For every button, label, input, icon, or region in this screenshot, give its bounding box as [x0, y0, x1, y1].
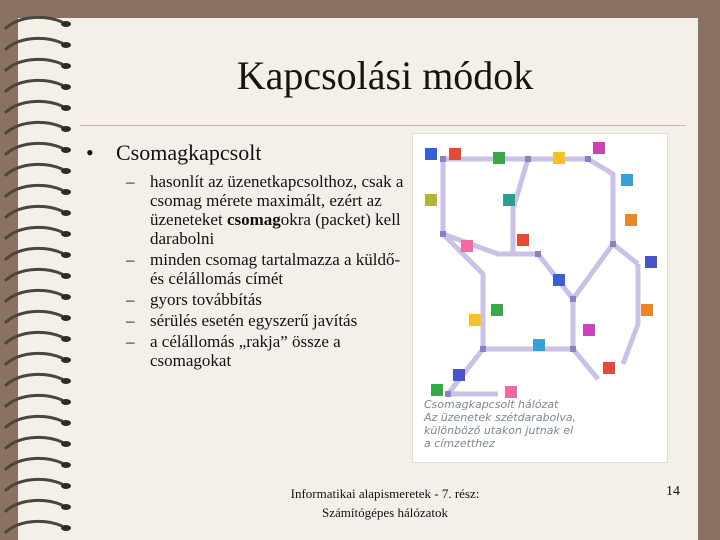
sub-bullet-1 [86, 172, 406, 248]
bullet-list [86, 140, 406, 372]
binding-ring [6, 206, 62, 217]
binding-hole [61, 378, 71, 384]
binding-hole [61, 273, 71, 279]
binding-hole [61, 147, 71, 153]
footer-line-1: Informatikai alapismeretek - 7. rész: [290, 486, 480, 501]
dash-icon: – [126, 250, 135, 269]
sub-bullet-2-text: minden csomag tartalmazza a küldő- és célállomás címét [150, 250, 401, 288]
binding-ring [6, 269, 62, 280]
sub-bullet-1-bold: csomag [226, 210, 281, 229]
sub-bullet-4-text: sérülés esetén egyszerű javítás [150, 311, 358, 330]
binding-hole [61, 357, 71, 363]
binding-ring [6, 479, 62, 490]
binding-ring [6, 59, 62, 70]
binding-hole [61, 525, 71, 531]
binding-hole [61, 315, 71, 321]
binding-ring [6, 80, 62, 91]
title-divider [80, 125, 686, 126]
binding-hole [61, 231, 71, 237]
page-number: 14 [666, 484, 680, 499]
caption-line-2: különböző utakon jutnak el [424, 424, 574, 437]
binding-ring [6, 290, 62, 301]
binding-hole [61, 189, 71, 195]
bullet-main-text: Csomagkapcsolt [116, 140, 262, 165]
dash-icon: – [126, 332, 135, 351]
caption-line-3: a címzetthez [424, 437, 495, 450]
sub-bullet-4 [86, 311, 406, 330]
binding-hole [61, 252, 71, 258]
binding-ring [6, 122, 62, 133]
binding-ring [6, 248, 62, 259]
binding-hole [61, 462, 71, 468]
binding-hole [61, 21, 71, 27]
binding-hole [61, 210, 71, 216]
binding-ring [6, 101, 62, 112]
binding-ring [6, 311, 62, 322]
sub-bullet-3-text: gyors továbbítás [150, 290, 262, 309]
sub-bullet-5-text: a célállomás „rakja” össze a csomagokat [150, 332, 341, 370]
binding-ring [6, 227, 62, 238]
caption-title: Csomagkapcsolt hálózat [424, 398, 559, 411]
dash-icon: – [126, 311, 135, 330]
binding-ring [6, 500, 62, 511]
binding-hole [61, 168, 71, 174]
binding-ring [6, 416, 62, 427]
binding-ring [6, 521, 62, 532]
binding-ring [6, 458, 62, 469]
binding-hole [61, 294, 71, 300]
sub-bullet-2 [86, 250, 406, 288]
footer-line-2: Számítógépes hálózatok [322, 505, 448, 520]
binding-ring [6, 38, 62, 49]
sub-bullet-1-text: hasonlít az üzenetkapcsolthoz, csak a csomag mérete maximált, ezért az üzeneteket [150, 172, 404, 229]
slide-title: Kapcsolási módok [236, 53, 534, 98]
bullet-dot-icon: • [86, 140, 94, 165]
binding-hole [61, 126, 71, 132]
binding-hole [61, 504, 71, 510]
binding-hole [61, 420, 71, 426]
sub-bullet-3 [86, 290, 406, 309]
binding-ring [6, 17, 62, 28]
dash-icon: – [126, 290, 135, 309]
sub-bullet-5 [86, 332, 406, 370]
binding-hole [61, 84, 71, 90]
binding-hole [61, 336, 71, 342]
binding-ring [6, 164, 62, 175]
sub-bullet-1-text-end: okra (packet) kell darabolni [150, 210, 401, 248]
binding-hole [61, 399, 71, 405]
binding-hole [61, 42, 71, 48]
binding-hole [61, 63, 71, 69]
binding-hole [61, 483, 71, 489]
dash-icon: – [126, 172, 135, 191]
binding-hole [61, 441, 71, 447]
binding-ring [6, 143, 62, 154]
binding-ring [6, 437, 62, 448]
binding-ring [6, 353, 62, 364]
binding-hole [61, 105, 71, 111]
sub-bullet-list [86, 172, 406, 370]
caption-line-1: Az üzenetek szétdarabolva, [424, 411, 577, 424]
slide-footer [240, 484, 530, 522]
spiral-binding [0, 0, 80, 540]
binding-ring [6, 395, 62, 406]
figure-caption [424, 398, 656, 450]
binding-ring [6, 185, 62, 196]
binding-ring [6, 374, 62, 385]
bullet-main [86, 140, 406, 166]
binding-ring [6, 332, 62, 343]
